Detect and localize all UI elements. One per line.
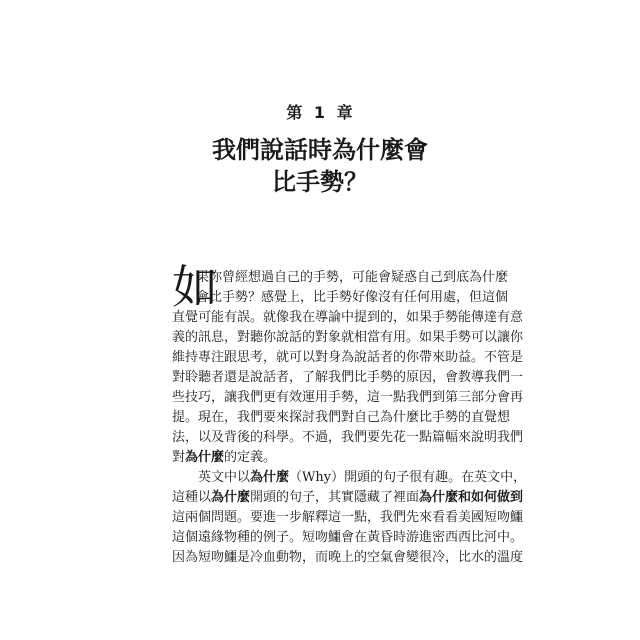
body-text-run: 這種以 <box>172 490 212 505</box>
body-text-run: （Why）開頭的句子很有趣。在英文中， <box>289 470 527 485</box>
body-text <box>172 268 527 568</box>
body-text-run: 開頭的句子，其實隱藏了裡面 <box>250 490 420 505</box>
body-line: 義的訊息，對聽你說話的對象就相當有用。如果手勢可以讓你 <box>172 330 524 345</box>
body-line: 些技巧，讓我們更有效運用手勢，這一點我們到第三部分會再 <box>172 390 524 405</box>
body-text-run: 對 <box>172 450 186 465</box>
body-line <box>172 488 524 508</box>
body-line: 直覺可能有誤。就像我在導論中提到的，如果手勢能傳達有意 <box>172 310 524 325</box>
body-line: 提。現在，我們要來探討我們對自己為什麼比手勢的直覺想 <box>172 410 511 425</box>
bold-term: 為什麼 <box>250 470 290 485</box>
body-text-run: 英文中以 <box>198 470 251 485</box>
body-line: 果你曾經想過自己的手勢，可能會疑惑自己到底為什麼 <box>196 270 509 285</box>
body-line <box>172 448 484 468</box>
body-line: 維持專注跟思考，就可以對身為說話者的你帶來助益。不管是 <box>172 350 524 365</box>
body-line: 法，以及背後的科學。不過，我們要先花一點篇幅來說明我們 <box>172 430 524 445</box>
body-line: 這個遠緣物種的例子。短吻鱷會在黃昏時游進密西西比河中。 <box>172 530 524 545</box>
body-line: 對聆聽者還是說話者，了解我們比手勢的原因，會教導我們一 <box>172 370 524 385</box>
drop-cap: 如 <box>172 260 218 314</box>
bold-term: 為什麼 <box>211 490 251 505</box>
bold-term: 為什麼 <box>185 450 225 465</box>
body-line: 這兩個問題。要進一步解釋這一點，我們先來看看美國短吻鱷 <box>172 510 524 525</box>
chapter-label: 第 1 章 <box>286 103 354 122</box>
body-line: 因為短吻鱷是冷血動物，而晚上的空氣會變很冷，比水的溫度 <box>172 550 524 565</box>
bold-term: 為什麼和如何做到 <box>419 490 524 505</box>
body-line <box>172 468 527 488</box>
chapter-title-line-2: 比手勢？ <box>272 168 368 196</box>
chapter-title-line-1: 我們說話時為什麼會 <box>212 136 428 164</box>
body-text-run: 的定義。 <box>224 450 277 465</box>
body-line: 會比手勢？感覺上，比手勢好像沒有任何用處，但這個 <box>196 290 509 305</box>
chapter-title <box>0 134 640 198</box>
